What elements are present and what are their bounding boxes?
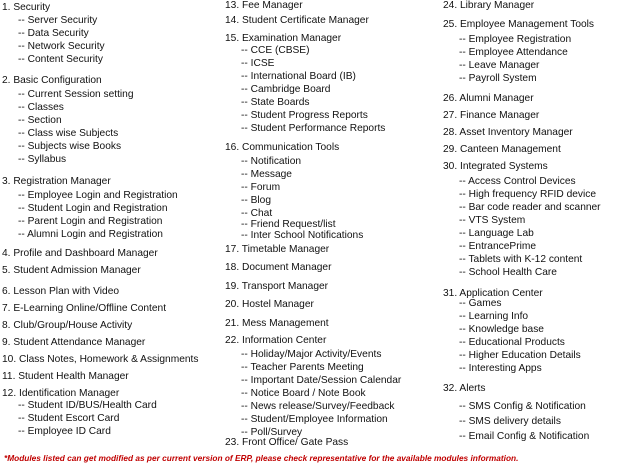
module-heading: 24. Library Manager — [443, 0, 535, 11]
module-subitem: -- CCE (CBSE) — [241, 45, 310, 57]
module-subitem: -- Holiday/Major Activity/Events — [241, 349, 381, 361]
module-heading: 2. Basic Configuration — [2, 75, 102, 86]
module-subitem: -- Educational Products — [459, 337, 565, 349]
module-subitem: -- School Health Care — [459, 267, 557, 279]
module-subitem: -- International Board (IB) — [241, 71, 356, 83]
module-subitem: -- Student Escort Card — [18, 413, 119, 425]
module-subitem: -- Interesting Apps — [459, 363, 542, 375]
module-heading: 17. Timetable Manager — [225, 244, 330, 255]
module-subitem: -- ICSE — [241, 58, 274, 70]
module-heading: 29. Canteen Management — [443, 144, 561, 155]
module-subitem: -- Higher Education Details — [459, 350, 581, 362]
module-subitem: -- Current Session setting — [18, 89, 134, 101]
module-heading: 28. Asset Inventory Manager — [443, 127, 573, 138]
module-subitem: -- VTS System — [459, 215, 525, 227]
module-subitem: -- Poll/Survey — [241, 427, 302, 439]
module-subitem: -- SMS Config & Notification — [459, 401, 586, 413]
module-heading: 23. Front Office/ Gate Pass — [225, 437, 349, 448]
module-subitem: -- Server Security — [18, 15, 97, 27]
module-subitem: -- Language Lab — [459, 228, 534, 240]
module-subitem: -- Payroll System — [459, 73, 537, 85]
module-heading: 9. Student Attendance Manager — [2, 337, 146, 348]
module-heading: 11. Student Health Manager — [2, 371, 129, 382]
module-heading: 6. Lesson Plan with Video — [2, 286, 120, 297]
module-heading: 3. Registration Manager — [2, 176, 111, 187]
module-heading: 4. Profile and Dashboard Manager — [2, 248, 158, 259]
module-subitem: -- Blog — [241, 195, 271, 207]
module-heading: 12. Identification Manager — [2, 388, 120, 399]
module-subitem: -- Section — [18, 115, 62, 127]
module-subitem: -- Inter School Notifications — [241, 230, 363, 242]
module-heading: 25. Employee Management Tools — [443, 19, 595, 30]
module-heading: 31. Application Center — [443, 288, 543, 299]
module-subitem: -- Content Security — [18, 54, 103, 66]
module-subitem: -- Leave Manager — [459, 60, 539, 72]
module-heading: 1. Security — [2, 2, 51, 13]
module-subitem: -- Parent Login and Registration — [18, 216, 162, 228]
module-subitem: -- Student/Employee Information — [241, 414, 388, 426]
module-subitem: -- Student Login and Registration — [18, 203, 168, 215]
module-subitem: -- Classes — [18, 102, 64, 114]
module-subitem: -- Tablets with K-12 content — [459, 254, 582, 266]
module-subitem: -- Subjects wise Books — [18, 141, 121, 153]
module-heading: 8. Club/Group/House Activity — [2, 320, 133, 331]
module-subitem: -- Bar code reader and scanner — [459, 202, 601, 214]
module-subitem: -- Games — [459, 298, 501, 310]
module-subitem: -- Network Security — [18, 41, 105, 53]
module-subitem: -- Friend Request/list — [241, 219, 336, 231]
module-subitem: -- Student Progress Reports — [241, 110, 368, 122]
module-subitem: -- State Boards — [241, 97, 310, 109]
module-subitem: -- Access Control Devices — [459, 176, 576, 188]
module-heading: 30. Integrated Systems — [443, 161, 548, 172]
module-subitem: -- Employee ID Card — [18, 426, 111, 438]
module-heading: 27. Finance Manager — [443, 110, 540, 121]
module-subitem: -- Chat — [241, 208, 272, 220]
module-subitem: -- Email Config & Notification — [459, 431, 589, 443]
module-subitem: -- Message — [241, 169, 292, 181]
module-heading: 18. Document Manager — [225, 262, 332, 273]
module-heading: 32. Alerts — [443, 383, 486, 394]
module-subitem: -- High frequency RFID device — [459, 189, 596, 201]
module-heading: 21. Mess Management — [225, 318, 329, 329]
module-heading: 19. Transport Manager — [225, 281, 329, 292]
module-subitem: -- Class wise Subjects — [18, 128, 118, 140]
module-heading: 16. Communication Tools — [225, 142, 340, 153]
module-subitem: -- Teacher Parents Meeting — [241, 362, 364, 374]
module-heading: 5. Student Admission Manager — [2, 265, 141, 276]
module-subitem: -- Syllabus — [18, 154, 66, 166]
module-subitem: -- Knowledge base — [459, 324, 544, 336]
module-subitem: -- Student Performance Reports — [241, 123, 385, 135]
disclaimer-note: *Modules listed can get modified as per current version of ERP, please check representative for the available modules information. — [4, 453, 519, 463]
module-heading: 15. Examination Manager — [225, 33, 342, 44]
module-subitem: -- Alumni Login and Registration — [18, 229, 163, 241]
module-subitem: -- Notification — [241, 156, 301, 168]
module-heading: 20. Hostel Manager — [225, 299, 314, 310]
module-subitem: -- Data Security — [18, 28, 89, 40]
module-heading: 10. Class Notes, Homework & Assignments — [2, 354, 199, 365]
module-subitem: -- Learning Info — [459, 311, 528, 323]
module-subitem: -- Student ID/BUS/Health Card — [18, 400, 157, 412]
module-subitem: -- Employee Registration — [459, 34, 571, 46]
module-subitem: -- Employee Login and Registration — [18, 190, 178, 202]
module-heading: 22. Information Center — [225, 335, 327, 346]
module-subitem: -- Important Date/Session Calendar — [241, 375, 401, 387]
module-heading: 26. Alumni Manager — [443, 93, 534, 104]
module-subitem: -- SMS delivery details — [459, 416, 561, 428]
module-subitem: -- Employee Attendance — [459, 47, 568, 59]
module-subitem: -- Cambridge Board — [241, 84, 330, 96]
module-subitem: -- Forum — [241, 182, 280, 194]
module-subitem: -- Notice Board / Note Book — [241, 388, 366, 400]
module-subitem: -- News release/Survey/Feedback — [241, 401, 394, 413]
module-heading: 7. E-Learning Online/Offline Content — [2, 303, 167, 314]
module-heading: 13. Fee Manager — [225, 0, 303, 11]
module-subitem: -- EntrancePrime — [459, 241, 536, 253]
module-heading: 14. Student Certificate Manager — [225, 15, 369, 26]
